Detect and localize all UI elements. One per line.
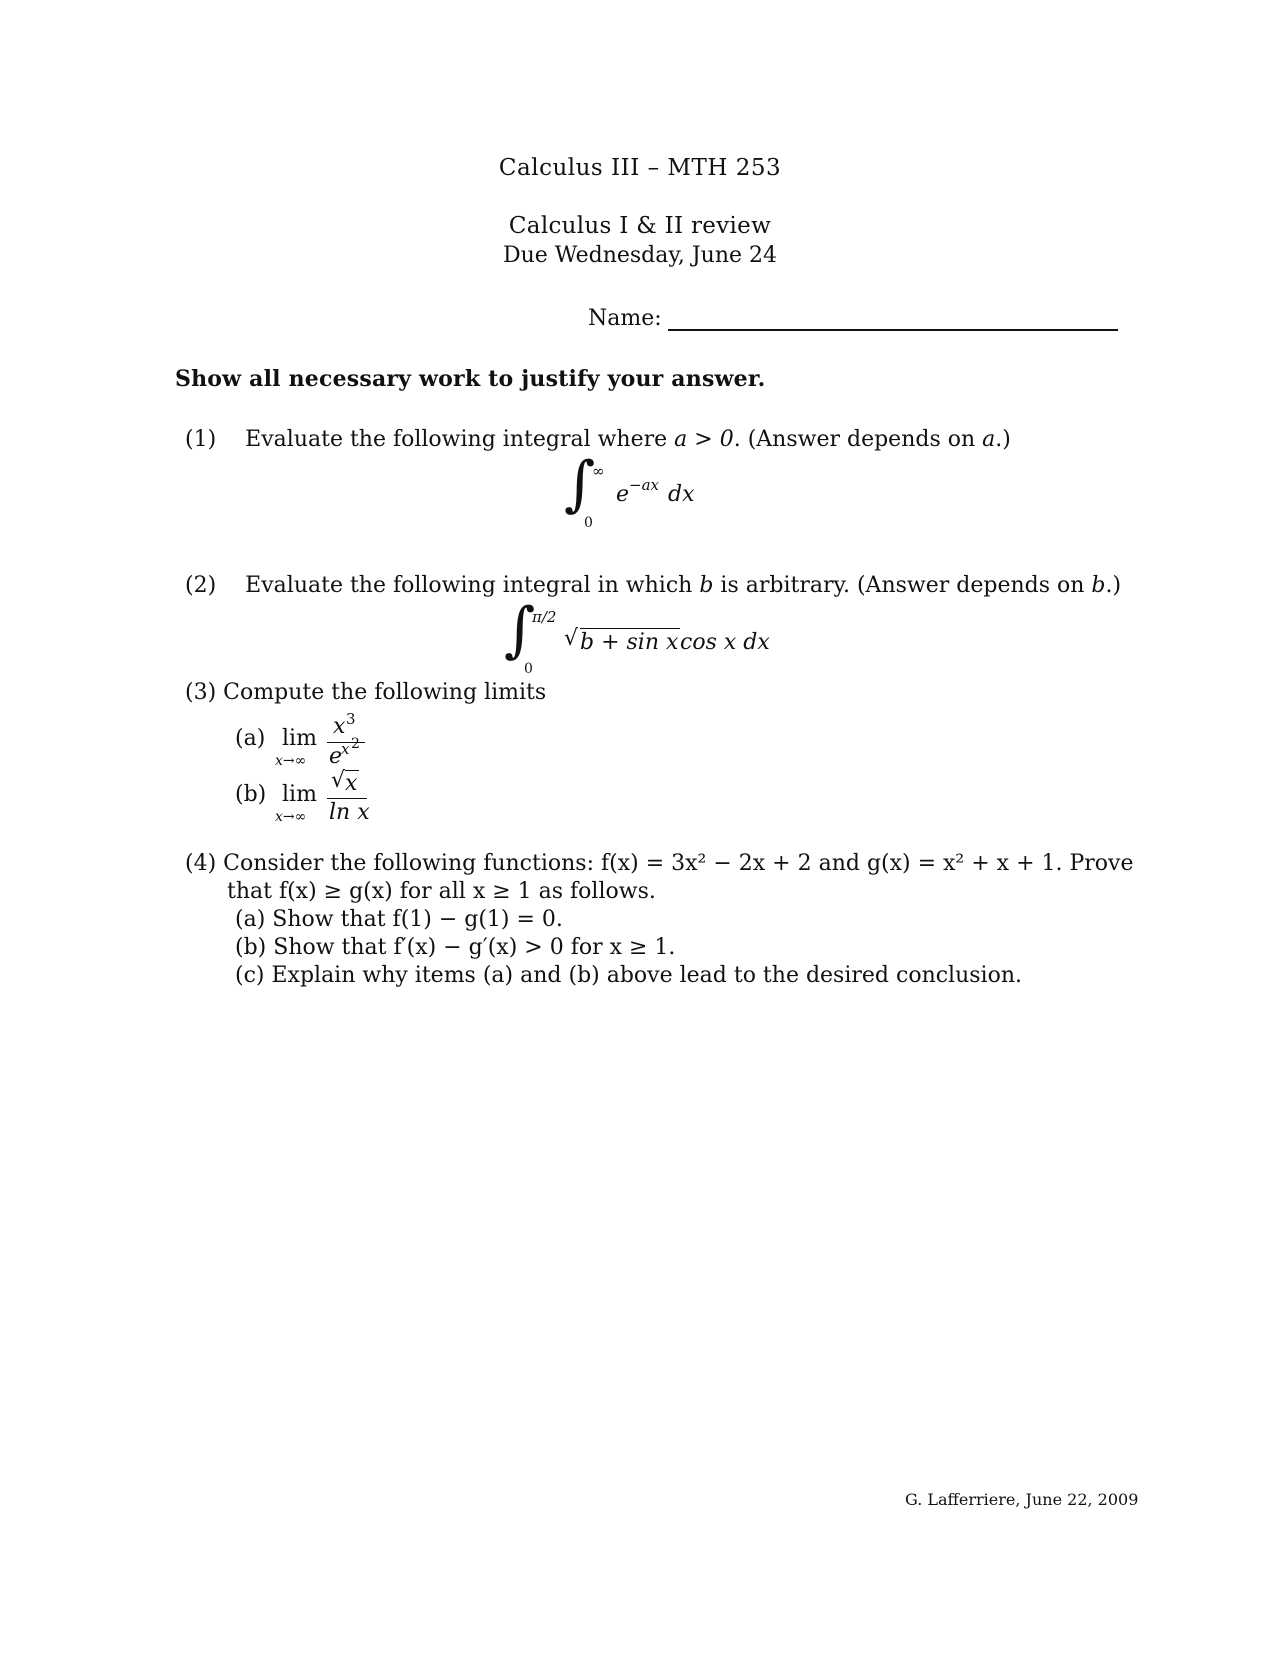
numerator-exponent: 3 — [346, 710, 356, 728]
limit-a — [235, 710, 395, 770]
condition: a > 0 — [674, 427, 734, 452]
denominator: e — [329, 744, 343, 769]
name-label: Name: — [588, 306, 662, 331]
radicand: b + sin x — [580, 630, 679, 655]
instructions: Show all necessary work to justify your answer. — [175, 366, 766, 392]
integrand-rest: cos x dx — [680, 630, 770, 655]
differential: dx — [668, 482, 695, 507]
problem-text-end: .) — [995, 427, 1011, 452]
course-title: Calculus III – MTH 253 — [498, 155, 782, 181]
variable: b — [1091, 573, 1106, 598]
integral-1 — [560, 449, 760, 535]
lim-subscript: x→∞ — [275, 753, 307, 769]
problem-4-line-2: that f(x) ≥ g(x) for all x ≥ 1 as follows. — [227, 879, 656, 904]
problem-number: (2) — [185, 573, 217, 598]
lower-limit: 0 — [584, 515, 593, 531]
lower-limit: 0 — [524, 661, 533, 677]
integral-2 — [500, 595, 780, 681]
limit-b — [235, 766, 395, 826]
problem-text-end: .) — [1105, 573, 1122, 598]
name-field-line[interactable] — [668, 329, 1118, 331]
problem-text: Consider the following functions: f(x) = 3x² − 2x + 2 and g(x) = x² + x + 1. Prove — [223, 851, 1134, 876]
assignment-subtitle: Calculus I & II review — [508, 213, 772, 239]
lim-subscript: x→∞ — [275, 809, 307, 825]
integrand-exponent: −ax — [629, 476, 659, 494]
numerator: x — [333, 714, 346, 739]
integral-sign: ∫ — [504, 595, 536, 665]
problem-text-cont: . (Answer depends on — [733, 427, 976, 452]
problem-4-part-c: (c) Explain why items (a) and (b) above lead to the desired conclusion. — [235, 963, 1022, 988]
problem-number: (3) — [185, 680, 217, 705]
due-date: Due Wednesday, June 24 — [502, 243, 778, 268]
upper-limit: π/2 — [532, 608, 557, 626]
denominator: ln x — [329, 800, 370, 825]
denominator-exponent: x — [341, 740, 350, 758]
integral-sign: ∫ — [564, 449, 596, 519]
part-label: (a) — [235, 726, 266, 751]
problem-text: Evaluate the following integral in which — [245, 573, 693, 598]
numerator: x — [345, 771, 358, 796]
lim-operator: lim — [282, 782, 317, 807]
part-label: (b) — [235, 782, 267, 807]
problem-text: Evaluate the following integral where — [245, 427, 668, 452]
problem-4-statement — [185, 850, 1134, 990]
variable: b — [699, 573, 714, 598]
footer-author-date: G. Lafferriere, June 22, 2009 — [905, 1490, 1139, 1509]
denominator-exponent-power: 2 — [351, 736, 360, 752]
problem-number: (4) — [185, 851, 217, 876]
sqrt-sign: √ — [331, 768, 346, 793]
problem-number: (1) — [185, 427, 217, 452]
upper-limit: ∞ — [592, 462, 605, 480]
sqrt-sign: √ — [564, 626, 579, 651]
variable: a — [982, 427, 996, 452]
problem-4-line-1 — [185, 850, 1134, 878]
problem-1-statement — [185, 427, 1011, 452]
lim-operator: lim — [282, 726, 317, 751]
fraction-bar — [327, 798, 367, 799]
problem-3-statement — [185, 680, 546, 705]
problem-4-part-b: (b) Show that f′(x) − g′(x) > 0 for x ≥ 1. — [235, 935, 676, 960]
problem-text: Compute the following limits — [223, 680, 547, 705]
problem-2-statement — [185, 573, 1121, 598]
problem-4-part-a: (a) Show that f(1) − g(1) = 0. — [235, 907, 563, 932]
integrand-base: e — [616, 482, 630, 507]
problem-text-cont: is arbitrary. (Answer depends on — [720, 573, 1085, 598]
